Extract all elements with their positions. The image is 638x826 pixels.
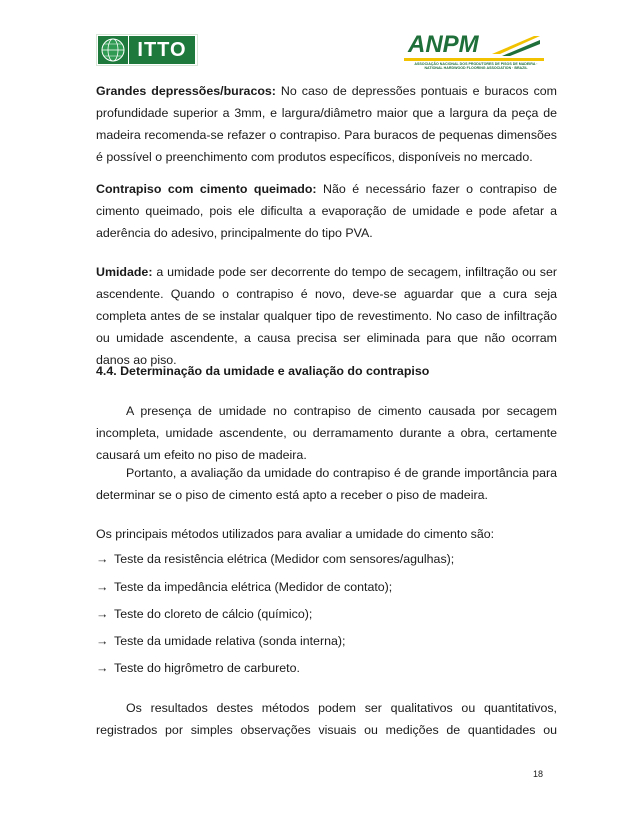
list-item	[96, 576, 392, 598]
list-item	[96, 657, 300, 679]
list-item-text: Teste do higrômetro de carbureto.	[114, 661, 300, 675]
list-item-text: Teste da impedância elétrica (Medidor de contato);	[114, 580, 393, 594]
list-item-text: Teste da umidade relativa (sonda interna);	[114, 634, 346, 648]
methods-intro: Os principais métodos utilizados para avaliar a umidade do cimento são:	[96, 527, 495, 541]
list-item	[96, 548, 454, 570]
section-paragraph-1: A presença de umidade no contrapiso de cimento causada por secagem incompleta, umidade ascendente, ou derramamento durante a obra, certamente causará um efeito no piso de madeira.	[96, 404, 557, 462]
anpm-logo-bar	[404, 58, 544, 61]
swoosh-icon	[490, 32, 542, 58]
arrow-icon: →	[96, 661, 109, 675]
list-item	[96, 603, 312, 625]
arrow-icon: →	[96, 634, 109, 648]
anpm-logo	[404, 30, 544, 74]
paragraph-label: Grandes depressões/buracos:	[96, 84, 276, 98]
anpm-logo-text: ANPM	[408, 31, 479, 58]
itto-logo-text: ITTO	[129, 36, 195, 64]
globe-icon	[98, 36, 128, 64]
arrow-icon: →	[96, 580, 109, 594]
section-heading: 4.4. Determinação da umidade e avaliação do contrapiso	[96, 364, 430, 378]
page-number: 18	[533, 769, 544, 779]
paragraph-depressoes	[96, 80, 557, 168]
list-item-text: Teste do cloreto de cálcio (químico);	[114, 607, 313, 621]
paragraph-label: Umidade:	[96, 265, 153, 279]
list-item-text: Teste da resistência elétrica (Medidor com sensores/agulhas);	[114, 552, 455, 566]
paragraph-text: No caso de depressões pontuais e buracos com profundidade superior a 3mm, e largura/diâmetro maior que a largura da peça de madeira recomenda-se refazer o contrapiso. Para buracos de pequenas dimensões é possível o preenchimento com produtos específicos, disponíveis no mercado.	[96, 84, 557, 164]
arrow-icon: →	[96, 552, 109, 566]
itto-logo	[96, 34, 198, 66]
anpm-logo-subtext: ASSOCIAÇÃO NACIONAL DOS PRODUTORES DE PISOS DE MADEIRA · NATIONAL HARDWOOD FLOORING ASSOCIATION · BRAZIL	[414, 62, 538, 71]
paragraph-text: Não é necessário fazer o contrapiso de cimento queimado, pois ele dificulta a evaporação de umidade e pode afetar a aderência do adesivo, principalmente do tipo PVA.	[96, 182, 557, 240]
list-item	[96, 630, 345, 652]
paragraph-text: a umidade pode ser decorrente do tempo de secagem, infiltração ou ser ascendente. Quando o contrapiso é novo, deve-se aguardar que a cura seja completa antes de se instalar qualquer tipo de revestimento. No caso de infiltração ou umidade ascendente, a causa precisa ser eliminada para que não ocorram danos ao piso.	[96, 265, 557, 367]
paragraph-umidade	[96, 261, 557, 371]
arrow-icon: →	[96, 607, 109, 621]
paragraph-cimento-queimado	[96, 178, 557, 244]
paragraph-label: Contrapiso com cimento queimado:	[96, 182, 317, 196]
results-paragraph: Os resultados destes métodos podem ser qualitativos ou quantitativos, registrados por simples observações visuais ou medições de quantidades ou	[96, 701, 557, 737]
section-paragraph-2: Portanto, a avaliação da umidade do contrapiso é de grande importância para determinar se o piso de cimento está apto a receber o piso de madeira.	[96, 466, 557, 502]
